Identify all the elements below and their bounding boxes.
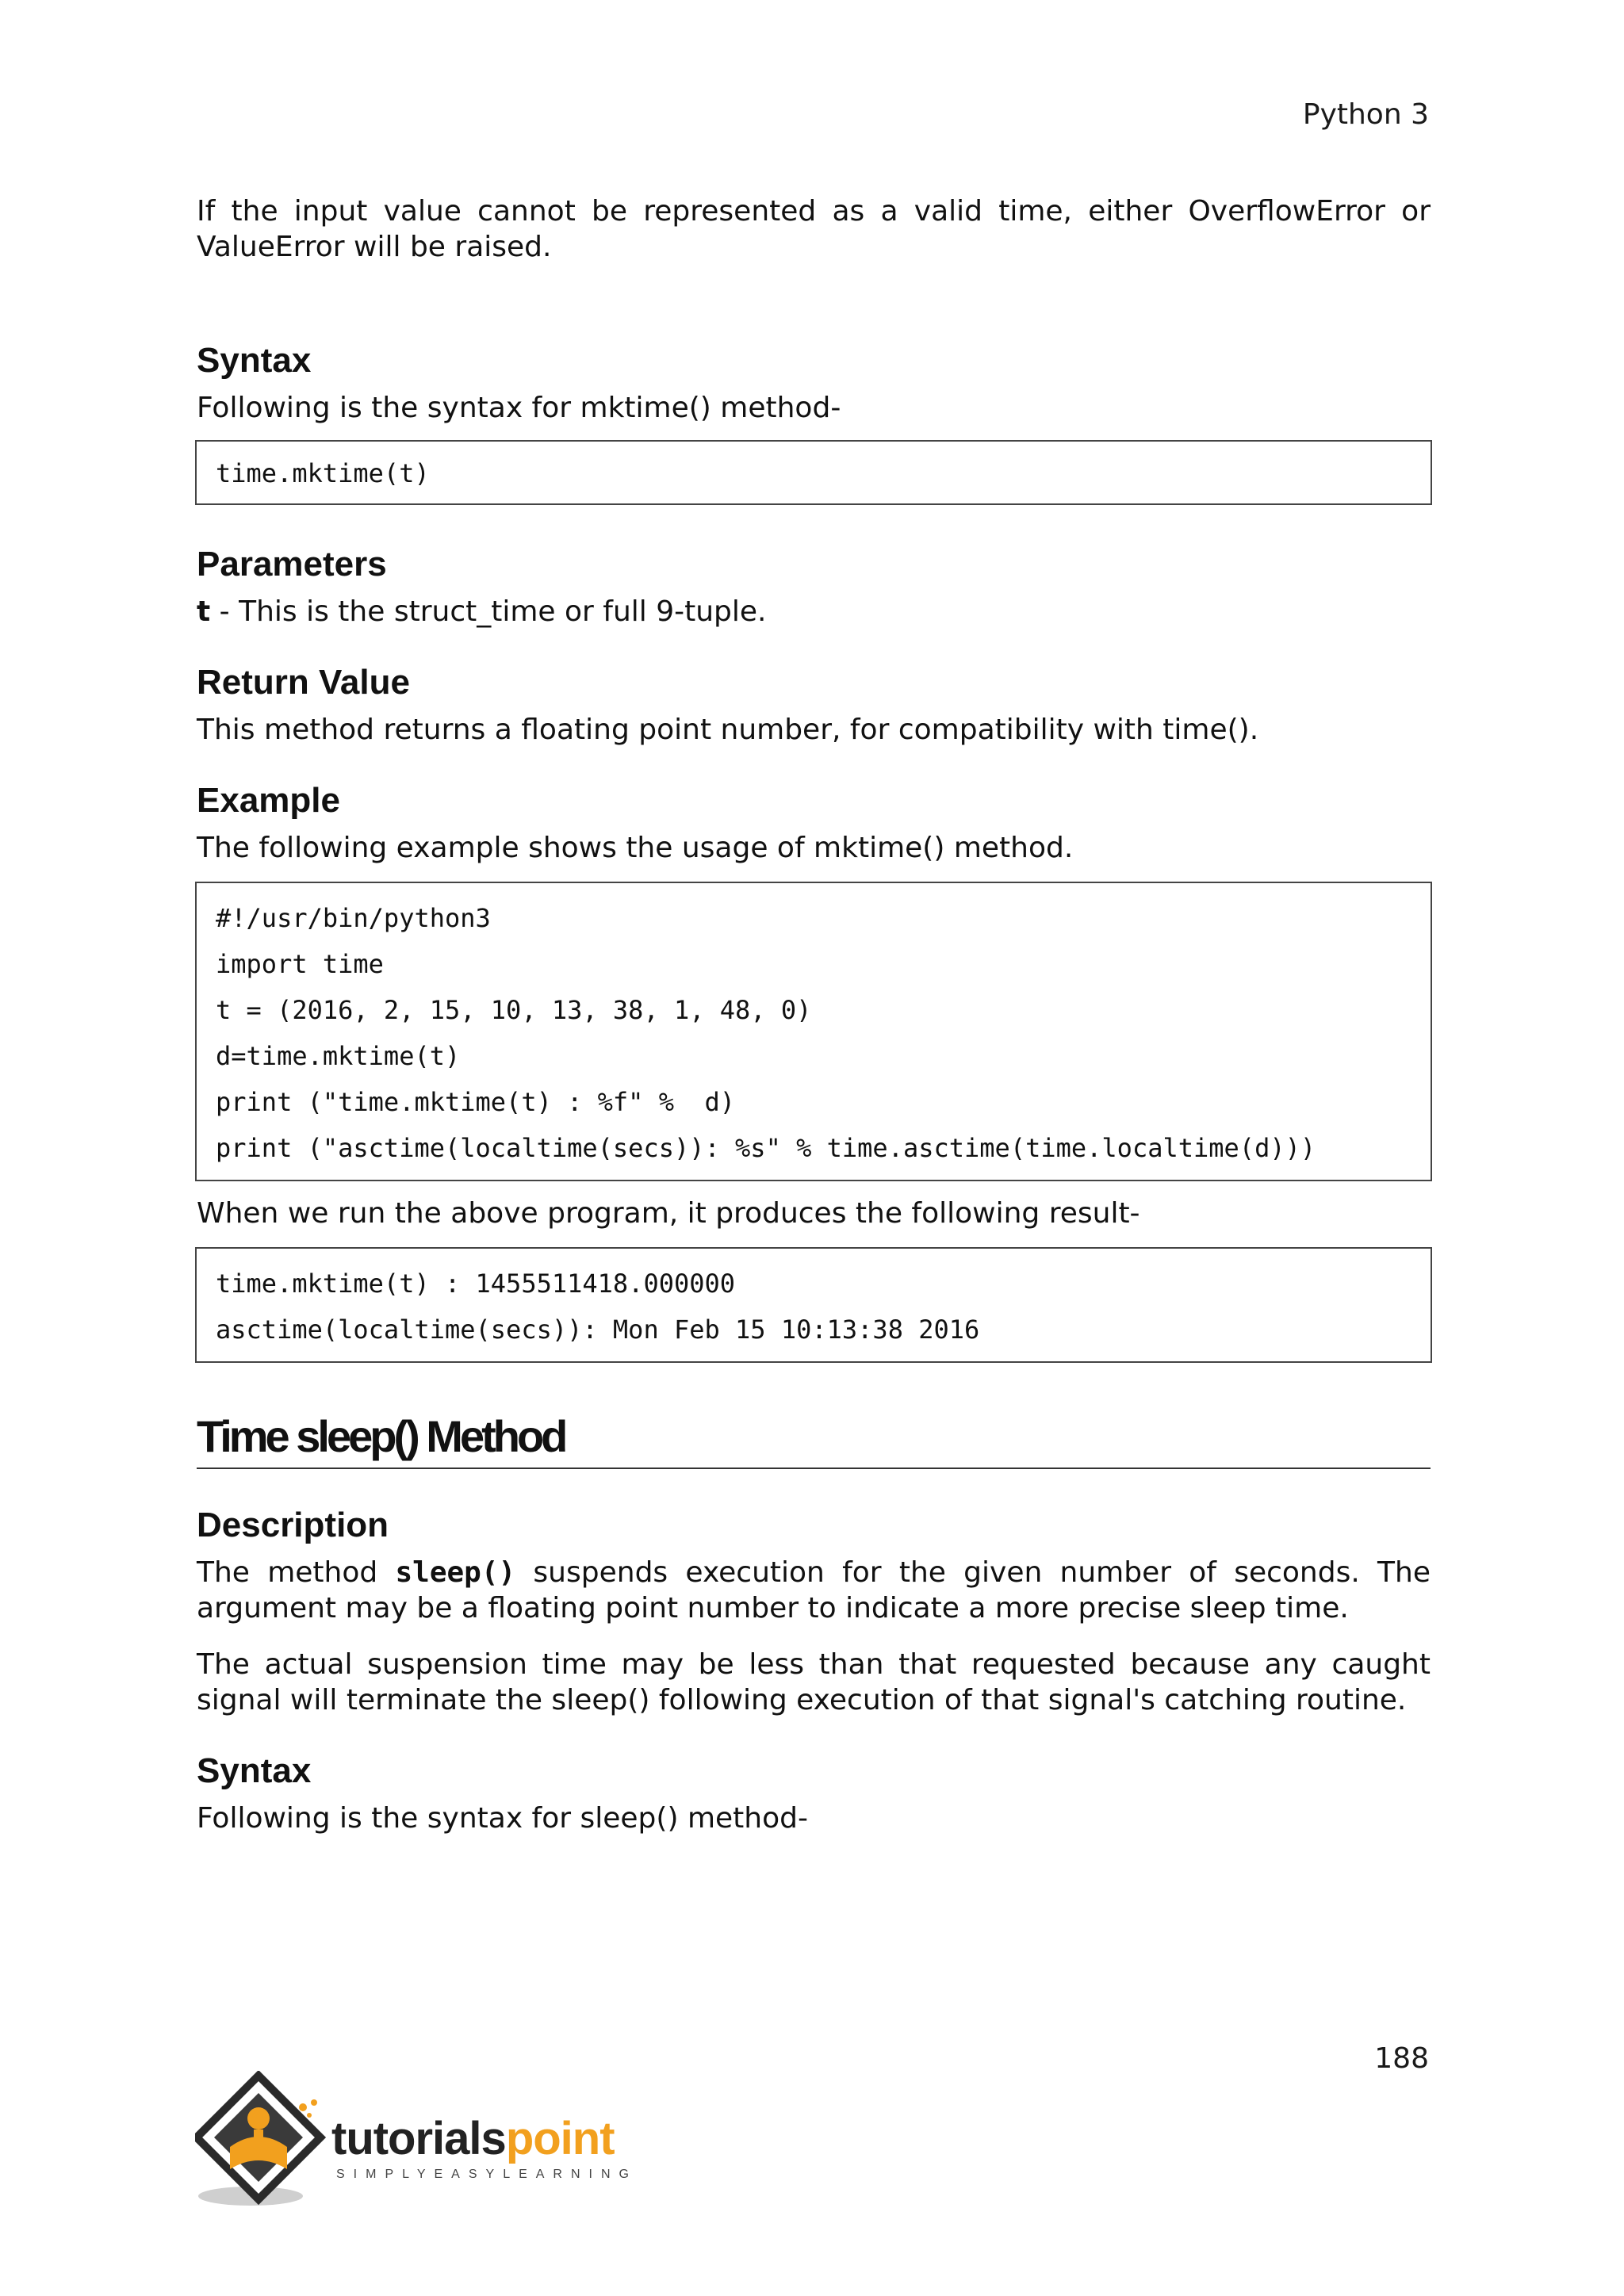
mktime-parameters-heading: Parameters (197, 545, 387, 584)
mktime-syntax-text: Following is the syntax for mktime() method- (197, 392, 841, 424)
mktime-example-text: The following example shows the usage of mktime() method. (197, 832, 1074, 864)
mktime-return-heading: Return Value (197, 663, 410, 702)
logo-wordmark (331, 2112, 615, 2165)
mktime-result-text: When we run the above program, it produces the following result- (197, 1197, 1140, 1230)
code-line: print ("asctime(localtime(secs)): %s" % time.asctime(time.localtime(d))) (216, 1133, 1316, 1163)
code-line: asctime(localtime(secs)): Mon Feb 15 10:13:38 2016 (216, 1314, 980, 1345)
logo-emblem-icon (195, 2071, 338, 2214)
intro-paragraph: If the input value cannot be represented as a valid time, either OverflowError or ValueError will be raised. (197, 195, 1431, 263)
code-line: import time (216, 949, 384, 979)
code-line: time.mktime(t) (216, 458, 430, 488)
desc-text: The method (197, 1556, 396, 1589)
sleep-section-title: Time sleep() Method (197, 1409, 1431, 1469)
mktime-example-code-box (195, 882, 1432, 1181)
logo-tagline: SIMPLYEASYLEARNING (336, 2168, 638, 2181)
code-line: t = (2016, 2, 15, 10, 13, 38, 1, 48, 0) (216, 995, 812, 1025)
code-line: d=time.mktime(t) (216, 1041, 461, 1071)
sleep-description-heading: Description (197, 1506, 389, 1544)
desc-text: suspends execution for the given number of seconds. The argument may be a floating point number to indicate a more precise sleep time. (197, 1556, 1431, 1624)
page-number: 188 (1374, 2042, 1429, 2075)
sleep-method-name: sleep() (395, 1556, 516, 1589)
sleep-description-paragraph-1 (197, 1555, 1431, 1626)
param-name: t (197, 595, 211, 628)
running-header: Python 3 (1302, 98, 1429, 131)
sleep-syntax-heading: Syntax (197, 1751, 312, 1790)
param-description: - This is the struct_time or full 9-tuple. (210, 595, 767, 628)
code-line: time.mktime(t) : 1455511418.000000 (216, 1269, 736, 1299)
tutorialspoint-logo (195, 2071, 655, 2214)
mktime-example-heading: Example (197, 781, 340, 820)
sleep-syntax-text: Following is the syntax for sleep() method- (197, 1802, 808, 1835)
mktime-syntax-heading: Syntax (197, 341, 312, 380)
logo-word-point: point (505, 2113, 615, 2164)
sleep-description-paragraph-2: The actual suspension time may be less than that requested because any caught signal will terminate the sleep() following execution of that signal's catching routine. (197, 1648, 1431, 1716)
mktime-syntax-code-box (195, 440, 1432, 505)
mktime-result-code-box (195, 1247, 1432, 1363)
code-line: #!/usr/bin/python3 (216, 903, 491, 933)
mktime-return-text: This method returns a floating point number, for compatibility with time(). (197, 714, 1259, 746)
page-content (197, 193, 1431, 1836)
mktime-parameter-item (197, 594, 1431, 629)
code-line: print ("time.mktime(t) : %f" % d) (216, 1087, 736, 1117)
logo-word-tutorials: tutorials (331, 2113, 506, 2164)
